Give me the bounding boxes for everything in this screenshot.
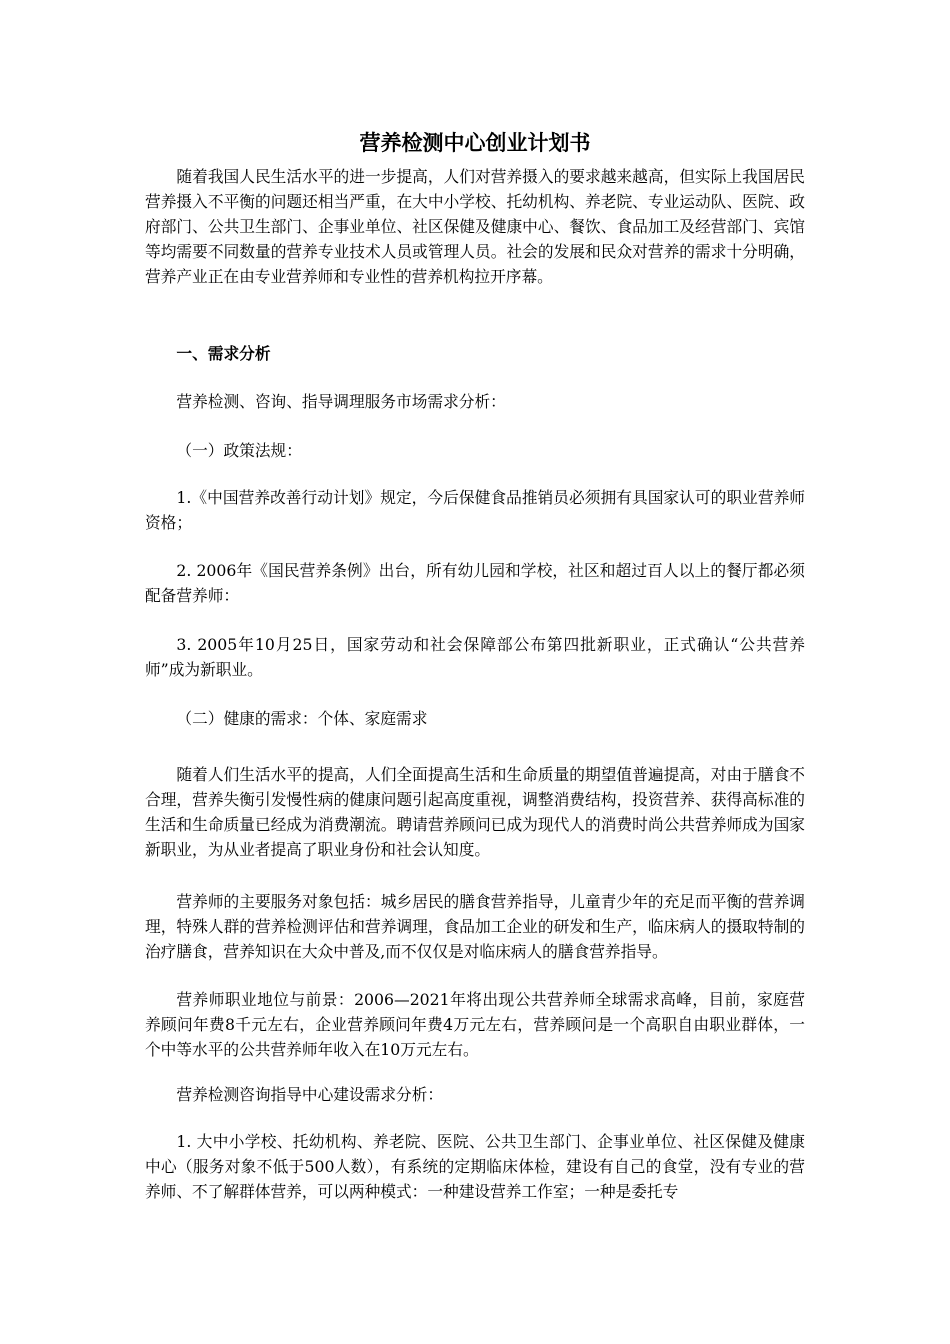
paragraph: 营养师职业地位与前景：2006—2021年将出现公共营养师全球需求高峰，目前，家庭营养顾问年费8千元左右，企业营养顾问年费4万元左右，营养顾问是一个高职自由职业群体，一个中等水平的公共营养师年收入在10万元左右。: [145, 990, 805, 1059]
list-item: 1. 大中小学校、托幼机构、养老院、医院、公共卫生部门、企事业单位、社区保健及健康中心（服务对象不低于500人数），有系统的定期临床体检，建设有自己的食堂，没有专业的营养师、不了解群体营养，可以两种模式：一种建设营养工作室；一种是委托专: [145, 1132, 805, 1201]
list-item: 2. 2006年《国民营养条例》出台，所有幼儿园和学校，社区和超过百人以上的餐厅都必须配备营养师：: [145, 561, 805, 605]
section-heading-demand-analysis: 一、需求分析: [176, 344, 271, 363]
subheading-health-demand: （二）健康的需求：个体、家庭需求: [176, 709, 428, 728]
paragraph: 营养检测咨询指导中心建设需求分析：: [176, 1085, 444, 1104]
paragraph: 随着人们生活水平的提高，人们全面提高生活和生命质量的期望值普遍提高，对由于膳食不合理，营养失衡引发慢性病的健康问题引起高度重视，调整消费结构，投资营养、获得高标准的生活和生命质量已经成为消费潮流。聘请营养顾问已成为现代人的消费时尚公共营养师成为国家新职业，为从业者提高了职业身份和社会认知度。: [145, 765, 805, 859]
paragraph: 营养检测、咨询、指导调理服务市场需求分析：: [176, 392, 506, 411]
subheading-policy: （一）政策法规：: [176, 441, 302, 460]
document-title: 营养检测中心创业计划书: [359, 130, 591, 155]
paragraph: 营养师的主要服务对象包括：城乡居民的膳食营养指导，儿童青少年的充足而平衡的营养调理，特殊人群的营养检测评估和营养调理，食品加工企业的研发和生产，临床病人的摄取特制的治疗膳食，营养知识在大众中普及,而不仅仅是对临床病人的膳食营养指导。: [145, 892, 805, 961]
list-item: 1.《中国营养改善行动计划》规定，今后保健食品推销员必须拥有具国家认可的职业营养师资格；: [145, 488, 805, 532]
intro-paragraph: 随着我国人民生活水平的进一步提高，人们对营养摄入的要求越来越高，但实际上我国居民营养摄入不平衡的问题还相当严重，在大中小学校、托幼机构、养老院、专业运动队、医院、政府部门、公共卫生部门、企事业单位、社区保健及健康中心、餐饮、食品加工及经营部门、宾馆等均需要不同数量的营养专业技术人员或管理人员。社会的发展和民众对营养的需求十分明确，营养产业正在由专业营养师和专业性的营养机构拉开序幕。: [145, 167, 805, 286]
list-item: 3. 2005年10月25日，国家劳动和社会保障部公布第四批新职业，正式确认“公共营养师”成为新职业。: [145, 635, 805, 679]
